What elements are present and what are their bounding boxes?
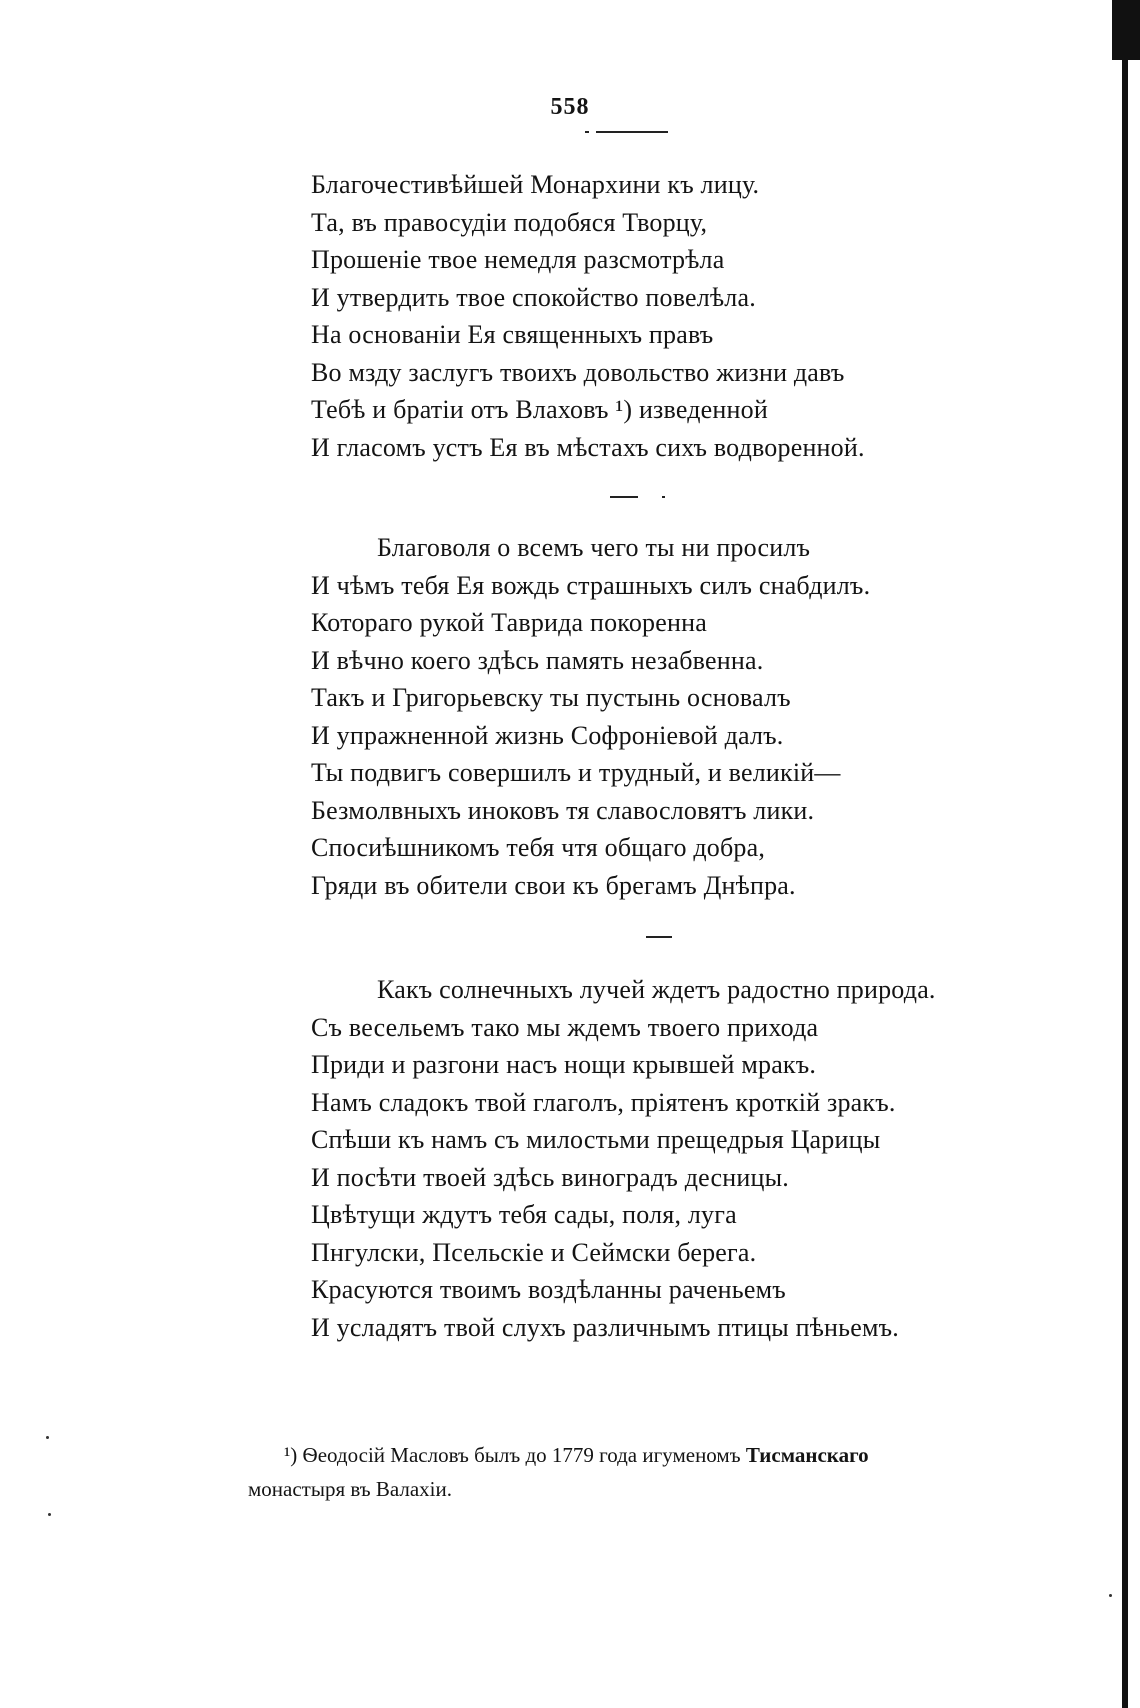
stanza-3 bbox=[311, 971, 1011, 1346]
page-number-rule bbox=[596, 131, 668, 133]
verse-line: Та, въ правосудіи подобяся Творцу, bbox=[311, 207, 708, 237]
verse-line: Благочестивѣйшей Монархини къ лицу. bbox=[311, 170, 760, 199]
verse-line: Во мзду заслугъ твоихъ довольство жизни давъ bbox=[311, 357, 845, 387]
verse-line: Намъ сладокъ твой глаголъ, пріятенъ кроткій зракъ. bbox=[311, 1087, 896, 1117]
verse-line: И усладятъ твой слухъ различнымъ птицы пѣньемъ. bbox=[311, 1312, 899, 1342]
footnote-line-1 bbox=[248, 1438, 1048, 1472]
verse-line: Цвѣтущи ждутъ тебя сады, поля, луга bbox=[311, 1200, 737, 1229]
verse-line: И посѣти твоей здѣсь виноградъ десницы. bbox=[311, 1162, 789, 1192]
verse-line: И чѣмъ тебя Ея вождь страшныхъ силъ снабдилъ. bbox=[311, 570, 871, 600]
verse-line: Красуются твоимъ воздѣланны раченьемъ bbox=[311, 1275, 786, 1304]
verse-line: Тебѣ и братіи отъ Влаховъ ¹) изведенной bbox=[311, 395, 768, 424]
verse-line: Ты подвигъ совершилъ и трудный, и великій— bbox=[311, 758, 841, 787]
verse-line: И упражненной жизнь Софроніевой далъ. bbox=[311, 720, 784, 750]
verse-line: Безмолвныхъ иноковъ тя славословятъ лики. bbox=[311, 795, 815, 825]
verse-line: Съ весельемъ тако мы ждемъ твоего прихода bbox=[311, 1012, 819, 1042]
verse-line: Такъ и Григорьевску ты пустынь основалъ bbox=[311, 683, 791, 712]
verse-line: Спѣши къ намъ съ милостьми прещедрыя Царицы bbox=[311, 1125, 881, 1154]
verse-line: Прошеніе твое немедля разсмотрѣла bbox=[311, 245, 725, 274]
stanza-separator bbox=[646, 936, 672, 938]
footnote-bold-word: Тисманскаго bbox=[745, 1443, 869, 1467]
verse-line: Какъ солнечныхъ лучей ждетъ радостно природа. bbox=[377, 975, 936, 1004]
verse-line: Приди и разгони насъ нощи крывшей мракъ. bbox=[311, 1050, 817, 1079]
verse-line: Благоволя о всемъ чего ты ни просилъ bbox=[377, 533, 811, 562]
verse-line: Котораго рукой Таврида покоренна bbox=[311, 608, 707, 637]
page-number-rule-dot bbox=[585, 131, 589, 133]
scan-speck bbox=[1109, 1594, 1112, 1597]
footnote-line-2: монастыря въ Валахіи. bbox=[248, 1477, 453, 1501]
scan-speck bbox=[46, 1436, 49, 1439]
verse-line: Пнгулски, Псельскіе и Сеймски берега. bbox=[311, 1237, 757, 1267]
verse-line: Гряди въ обители свои къ брегамъ Днѣпра. bbox=[311, 870, 796, 900]
verse-line: И утвердить твое спокойство повелѣла. bbox=[311, 282, 756, 312]
verse-line: И вѣчно коего здѣсь память незабвенна. bbox=[311, 645, 764, 675]
stanza-1 bbox=[311, 166, 1011, 466]
stanza-separator-dot bbox=[662, 496, 665, 498]
stanza-separator bbox=[610, 496, 638, 498]
page-number: 558 bbox=[550, 94, 590, 120]
stanza-2 bbox=[311, 529, 1011, 904]
scan-speck bbox=[48, 1513, 51, 1516]
verse-line: Спосиѣшникомъ тебя чтя общаго добра, bbox=[311, 833, 766, 862]
verse-line: На основаніи Ея священныхъ правъ bbox=[311, 320, 714, 349]
footnote-text: Ѳеодосій Масловъ былъ до 1779 года игуменомъ bbox=[302, 1443, 741, 1467]
footnote bbox=[248, 1438, 1048, 1506]
footnote-marker: ¹) bbox=[284, 1443, 298, 1467]
verse-line: И гласомъ устъ Ея въ мѣстахъ сихъ водворенной. bbox=[311, 432, 865, 462]
scan-edge-right bbox=[1122, 0, 1128, 1708]
